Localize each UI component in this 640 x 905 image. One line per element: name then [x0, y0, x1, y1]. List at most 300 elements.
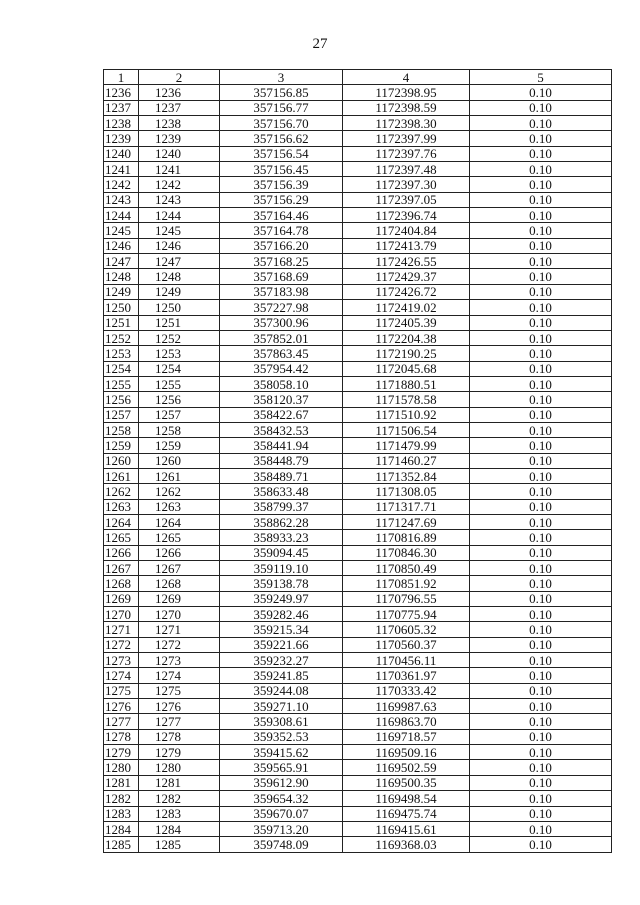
accuracy-value-cell: 0.10: [470, 361, 612, 376]
table-row: [104, 254, 612, 269]
table-row: [104, 438, 612, 453]
x-coordinate-cell: 359215.34: [220, 622, 343, 637]
table-row: [104, 453, 612, 468]
point-index-cell: 1240: [104, 146, 139, 161]
y-coordinate-cell: 1169415.61: [343, 821, 470, 836]
x-coordinate-cell: 358489.71: [220, 468, 343, 483]
table-row: [104, 85, 612, 100]
x-coordinate-cell: 359282.46: [220, 607, 343, 622]
point-number-cell: 1251: [139, 315, 220, 330]
table-row: [104, 284, 612, 299]
page-number: 27: [312, 36, 328, 52]
point-number-cell: 1285: [139, 837, 220, 852]
accuracy-value-cell: 0.10: [470, 438, 612, 453]
x-coordinate-cell: 359415.62: [220, 745, 343, 760]
accuracy-value-cell: 0.10: [470, 729, 612, 744]
point-index-cell: 1258: [104, 422, 139, 437]
point-index-cell: 1246: [104, 238, 139, 253]
y-coordinate-cell: 1171506.54: [343, 422, 470, 437]
point-index-cell: 1277: [104, 714, 139, 729]
accuracy-value-cell: 0.10: [470, 100, 612, 115]
y-coordinate-cell: 1172426.55: [343, 254, 470, 269]
accuracy-value-cell: 0.10: [470, 85, 612, 100]
accuracy-value-cell: 0.10: [470, 714, 612, 729]
accuracy-value-cell: 0.10: [470, 806, 612, 821]
x-coordinate-cell: 357156.54: [220, 146, 343, 161]
x-coordinate-cell: 358432.53: [220, 422, 343, 437]
table-row: [104, 392, 612, 407]
table-row: [104, 576, 612, 591]
y-coordinate-cell: 1170775.94: [343, 607, 470, 622]
coordinates-table: [103, 69, 612, 853]
y-coordinate-cell: 1171578.58: [343, 392, 470, 407]
point-index-cell: 1251: [104, 315, 139, 330]
accuracy-value-cell: 0.10: [470, 668, 612, 683]
point-number-cell: 1247: [139, 254, 220, 269]
point-index-cell: 1238: [104, 116, 139, 131]
point-number-cell: 1279: [139, 745, 220, 760]
point-number-cell: 1260: [139, 453, 220, 468]
point-number-cell: 1255: [139, 376, 220, 391]
table-row: [104, 116, 612, 131]
table-row: [104, 407, 612, 422]
x-coordinate-cell: 357852.01: [220, 330, 343, 345]
point-index-cell: 1237: [104, 100, 139, 115]
accuracy-value-cell: 0.10: [470, 192, 612, 207]
x-coordinate-cell: 358448.79: [220, 453, 343, 468]
point-number-cell: 1266: [139, 545, 220, 560]
accuracy-value-cell: 0.10: [470, 162, 612, 177]
x-coordinate-cell: 357164.46: [220, 208, 343, 223]
x-coordinate-cell: 359748.09: [220, 837, 343, 852]
point-number-cell: 1254: [139, 361, 220, 376]
y-coordinate-cell: 1172190.25: [343, 346, 470, 361]
point-index-cell: 1242: [104, 177, 139, 192]
point-number-cell: 1245: [139, 223, 220, 238]
column-header: 4: [343, 70, 470, 85]
point-index-cell: 1266: [104, 545, 139, 560]
accuracy-value-cell: 0.10: [470, 208, 612, 223]
x-coordinate-cell: 359612.90: [220, 775, 343, 790]
accuracy-value-cell: 0.10: [470, 376, 612, 391]
table-header-row: [104, 70, 612, 85]
accuracy-value-cell: 0.10: [470, 699, 612, 714]
table-row: [104, 714, 612, 729]
table-row: [104, 699, 612, 714]
x-coordinate-cell: 357156.70: [220, 116, 343, 131]
point-number-cell: 1257: [139, 407, 220, 422]
column-header: 5: [470, 70, 612, 85]
x-coordinate-cell: 359244.08: [220, 683, 343, 698]
accuracy-value-cell: 0.10: [470, 453, 612, 468]
table-row: [104, 745, 612, 760]
point-index-cell: 1254: [104, 361, 139, 376]
x-coordinate-cell: 359119.10: [220, 561, 343, 576]
point-number-cell: 1243: [139, 192, 220, 207]
point-number-cell: 1273: [139, 653, 220, 668]
y-coordinate-cell: 1172398.59: [343, 100, 470, 115]
accuracy-value-cell: 0.10: [470, 422, 612, 437]
table-row: [104, 653, 612, 668]
table-row: [104, 300, 612, 315]
x-coordinate-cell: 359654.32: [220, 791, 343, 806]
table-row: [104, 361, 612, 376]
x-coordinate-cell: 359138.78: [220, 576, 343, 591]
point-index-cell: 1285: [104, 837, 139, 852]
table-row: [104, 729, 612, 744]
y-coordinate-cell: 1169498.54: [343, 791, 470, 806]
point-number-cell: 1265: [139, 530, 220, 545]
table-row: [104, 100, 612, 115]
y-coordinate-cell: 1172398.95: [343, 85, 470, 100]
point-index-cell: 1267: [104, 561, 139, 576]
column-header: 1: [104, 70, 139, 85]
y-coordinate-cell: 1170796.55: [343, 591, 470, 606]
x-coordinate-cell: 357156.62: [220, 131, 343, 146]
y-coordinate-cell: 1169718.57: [343, 729, 470, 744]
accuracy-value-cell: 0.10: [470, 116, 612, 131]
y-coordinate-cell: 1170333.42: [343, 683, 470, 698]
table-row: [104, 683, 612, 698]
x-coordinate-cell: 357156.77: [220, 100, 343, 115]
x-coordinate-cell: 357227.98: [220, 300, 343, 315]
point-index-cell: 1244: [104, 208, 139, 223]
table-row: [104, 806, 612, 821]
x-coordinate-cell: 358862.28: [220, 514, 343, 529]
x-coordinate-cell: 357156.29: [220, 192, 343, 207]
point-number-cell: 1269: [139, 591, 220, 606]
y-coordinate-cell: 1172413.79: [343, 238, 470, 253]
point-index-cell: 1278: [104, 729, 139, 744]
x-coordinate-cell: 358799.37: [220, 499, 343, 514]
point-index-cell: 1282: [104, 791, 139, 806]
x-coordinate-cell: 358120.37: [220, 392, 343, 407]
table-row: [104, 530, 612, 545]
x-coordinate-cell: 358058.10: [220, 376, 343, 391]
point-number-cell: 1246: [139, 238, 220, 253]
accuracy-value-cell: 0.10: [470, 484, 612, 499]
point-number-cell: 1272: [139, 637, 220, 652]
table-row: [104, 561, 612, 576]
point-number-cell: 1276: [139, 699, 220, 714]
table-row: [104, 223, 612, 238]
accuracy-value-cell: 0.10: [470, 330, 612, 345]
accuracy-value-cell: 0.10: [470, 775, 612, 790]
y-coordinate-cell: 1170361.97: [343, 668, 470, 683]
y-coordinate-cell: 1171352.84: [343, 468, 470, 483]
point-index-cell: 1245: [104, 223, 139, 238]
accuracy-value-cell: 0.10: [470, 300, 612, 315]
accuracy-value-cell: 0.10: [470, 146, 612, 161]
y-coordinate-cell: 1170560.37: [343, 637, 470, 652]
table-row: [104, 791, 612, 806]
x-coordinate-cell: 358422.67: [220, 407, 343, 422]
point-number-cell: 1237: [139, 100, 220, 115]
point-index-cell: 1250: [104, 300, 139, 315]
x-coordinate-cell: 359241.85: [220, 668, 343, 683]
point-index-cell: 1252: [104, 330, 139, 345]
accuracy-value-cell: 0.10: [470, 545, 612, 560]
point-index-cell: 1264: [104, 514, 139, 529]
accuracy-value-cell: 0.10: [470, 837, 612, 852]
point-number-cell: 1238: [139, 116, 220, 131]
accuracy-value-cell: 0.10: [470, 177, 612, 192]
point-number-cell: 1248: [139, 269, 220, 284]
y-coordinate-cell: 1172419.02: [343, 300, 470, 315]
point-index-cell: 1247: [104, 254, 139, 269]
y-coordinate-cell: 1172397.05: [343, 192, 470, 207]
x-coordinate-cell: 357156.45: [220, 162, 343, 177]
point-number-cell: 1264: [139, 514, 220, 529]
column-header: 3: [220, 70, 343, 85]
point-number-cell: 1256: [139, 392, 220, 407]
point-index-cell: 1275: [104, 683, 139, 698]
x-coordinate-cell: 357168.69: [220, 269, 343, 284]
y-coordinate-cell: 1170851.92: [343, 576, 470, 591]
x-coordinate-cell: 359713.20: [220, 821, 343, 836]
point-number-cell: 1270: [139, 607, 220, 622]
accuracy-value-cell: 0.10: [470, 284, 612, 299]
point-number-cell: 1253: [139, 346, 220, 361]
point-number-cell: 1239: [139, 131, 220, 146]
x-coordinate-cell: 357863.45: [220, 346, 343, 361]
point-number-cell: 1271: [139, 622, 220, 637]
table-row: [104, 837, 612, 852]
point-index-cell: 1263: [104, 499, 139, 514]
y-coordinate-cell: 1169475.74: [343, 806, 470, 821]
point-number-cell: 1261: [139, 468, 220, 483]
point-number-cell: 1262: [139, 484, 220, 499]
point-index-cell: 1284: [104, 821, 139, 836]
x-coordinate-cell: 357166.20: [220, 238, 343, 253]
y-coordinate-cell: 1170850.49: [343, 561, 470, 576]
y-coordinate-cell: 1169987.63: [343, 699, 470, 714]
point-index-cell: 1239: [104, 131, 139, 146]
point-index-cell: 1273: [104, 653, 139, 668]
x-coordinate-cell: 359094.45: [220, 545, 343, 560]
y-coordinate-cell: 1172045.68: [343, 361, 470, 376]
point-number-cell: 1268: [139, 576, 220, 591]
accuracy-value-cell: 0.10: [470, 315, 612, 330]
y-coordinate-cell: 1172397.76: [343, 146, 470, 161]
y-coordinate-cell: 1172204.38: [343, 330, 470, 345]
y-coordinate-cell: 1169502.59: [343, 760, 470, 775]
table-row: [104, 376, 612, 391]
table-row: [104, 192, 612, 207]
accuracy-value-cell: 0.10: [470, 591, 612, 606]
point-number-cell: 1259: [139, 438, 220, 453]
x-coordinate-cell: 359565.91: [220, 760, 343, 775]
point-number-cell: 1280: [139, 760, 220, 775]
accuracy-value-cell: 0.10: [470, 254, 612, 269]
table-row: [104, 208, 612, 223]
table-row: [104, 177, 612, 192]
y-coordinate-cell: 1172426.72: [343, 284, 470, 299]
table-row: [104, 346, 612, 361]
table-row: [104, 775, 612, 790]
point-number-cell: 1241: [139, 162, 220, 177]
x-coordinate-cell: 357164.78: [220, 223, 343, 238]
point-index-cell: 1279: [104, 745, 139, 760]
accuracy-value-cell: 0.10: [470, 468, 612, 483]
y-coordinate-cell: 1169368.03: [343, 837, 470, 852]
point-index-cell: 1262: [104, 484, 139, 499]
y-coordinate-cell: 1172397.30: [343, 177, 470, 192]
point-index-cell: 1257: [104, 407, 139, 422]
accuracy-value-cell: 0.10: [470, 821, 612, 836]
point-number-cell: 1236: [139, 85, 220, 100]
table-row: [104, 545, 612, 560]
x-coordinate-cell: 359249.97: [220, 591, 343, 606]
table-row: [104, 330, 612, 345]
y-coordinate-cell: 1172397.48: [343, 162, 470, 177]
point-index-cell: 1236: [104, 85, 139, 100]
point-index-cell: 1274: [104, 668, 139, 683]
accuracy-value-cell: 0.10: [470, 683, 612, 698]
accuracy-value-cell: 0.10: [470, 131, 612, 146]
table-row: [104, 468, 612, 483]
point-index-cell: 1271: [104, 622, 139, 637]
point-index-cell: 1261: [104, 468, 139, 483]
table-row: [104, 591, 612, 606]
accuracy-value-cell: 0.10: [470, 561, 612, 576]
table-row: [104, 131, 612, 146]
x-coordinate-cell: 357300.96: [220, 315, 343, 330]
y-coordinate-cell: 1170846.30: [343, 545, 470, 560]
y-coordinate-cell: 1172404.84: [343, 223, 470, 238]
y-coordinate-cell: 1170456.11: [343, 653, 470, 668]
table-row: [104, 637, 612, 652]
accuracy-value-cell: 0.10: [470, 407, 612, 422]
y-coordinate-cell: 1169509.16: [343, 745, 470, 760]
point-number-cell: 1283: [139, 806, 220, 821]
accuracy-value-cell: 0.10: [470, 622, 612, 637]
x-coordinate-cell: 358441.94: [220, 438, 343, 453]
x-coordinate-cell: 358633.48: [220, 484, 343, 499]
point-number-cell: 1267: [139, 561, 220, 576]
point-index-cell: 1283: [104, 806, 139, 821]
table-row: [104, 238, 612, 253]
y-coordinate-cell: 1169863.70: [343, 714, 470, 729]
accuracy-value-cell: 0.10: [470, 530, 612, 545]
y-coordinate-cell: 1172397.99: [343, 131, 470, 146]
point-index-cell: 1280: [104, 760, 139, 775]
y-coordinate-cell: 1171308.05: [343, 484, 470, 499]
point-number-cell: 1258: [139, 422, 220, 437]
y-coordinate-cell: 1171247.69: [343, 514, 470, 529]
y-coordinate-cell: 1171479.99: [343, 438, 470, 453]
point-index-cell: 1269: [104, 591, 139, 606]
table-row: [104, 514, 612, 529]
table-row: [104, 162, 612, 177]
point-number-cell: 1278: [139, 729, 220, 744]
point-number-cell: 1284: [139, 821, 220, 836]
point-index-cell: 1260: [104, 453, 139, 468]
column-header: 2: [139, 70, 220, 85]
point-number-cell: 1240: [139, 146, 220, 161]
point-index-cell: 1255: [104, 376, 139, 391]
table-row: [104, 760, 612, 775]
point-number-cell: 1250: [139, 300, 220, 315]
point-number-cell: 1249: [139, 284, 220, 299]
y-coordinate-cell: 1169500.35: [343, 775, 470, 790]
point-number-cell: 1252: [139, 330, 220, 345]
y-coordinate-cell: 1172396.74: [343, 208, 470, 223]
y-coordinate-cell: 1171460.27: [343, 453, 470, 468]
point-index-cell: 1249: [104, 284, 139, 299]
point-index-cell: 1276: [104, 699, 139, 714]
accuracy-value-cell: 0.10: [470, 392, 612, 407]
x-coordinate-cell: 357156.39: [220, 177, 343, 192]
table-row: [104, 622, 612, 637]
y-coordinate-cell: 1170816.89: [343, 530, 470, 545]
point-index-cell: 1256: [104, 392, 139, 407]
point-index-cell: 1270: [104, 607, 139, 622]
x-coordinate-cell: 358933.23: [220, 530, 343, 545]
point-number-cell: 1274: [139, 668, 220, 683]
point-number-cell: 1244: [139, 208, 220, 223]
table-row: [104, 607, 612, 622]
y-coordinate-cell: 1172405.39: [343, 315, 470, 330]
accuracy-value-cell: 0.10: [470, 576, 612, 591]
point-index-cell: 1265: [104, 530, 139, 545]
point-index-cell: 1281: [104, 775, 139, 790]
table-row: [104, 422, 612, 437]
table-row: [104, 821, 612, 836]
point-index-cell: 1259: [104, 438, 139, 453]
y-coordinate-cell: 1172429.37: [343, 269, 470, 284]
table-row: [104, 146, 612, 161]
table-row: [104, 499, 612, 514]
x-coordinate-cell: 357954.42: [220, 361, 343, 376]
y-coordinate-cell: 1170605.32: [343, 622, 470, 637]
y-coordinate-cell: 1171880.51: [343, 376, 470, 391]
accuracy-value-cell: 0.10: [470, 760, 612, 775]
y-coordinate-cell: 1172398.30: [343, 116, 470, 131]
point-number-cell: 1277: [139, 714, 220, 729]
table-row: [104, 269, 612, 284]
x-coordinate-cell: 359308.61: [220, 714, 343, 729]
point-index-cell: 1253: [104, 346, 139, 361]
point-index-cell: 1248: [104, 269, 139, 284]
accuracy-value-cell: 0.10: [470, 269, 612, 284]
table-row: [104, 315, 612, 330]
x-coordinate-cell: 359221.66: [220, 637, 343, 652]
point-number-cell: 1242: [139, 177, 220, 192]
accuracy-value-cell: 0.10: [470, 499, 612, 514]
point-number-cell: 1263: [139, 499, 220, 514]
x-coordinate-cell: 359271.10: [220, 699, 343, 714]
table-row: [104, 668, 612, 683]
x-coordinate-cell: 357183.98: [220, 284, 343, 299]
point-index-cell: 1241: [104, 162, 139, 177]
accuracy-value-cell: 0.10: [470, 637, 612, 652]
accuracy-value-cell: 0.10: [470, 607, 612, 622]
point-index-cell: 1268: [104, 576, 139, 591]
y-coordinate-cell: 1171510.92: [343, 407, 470, 422]
accuracy-value-cell: 0.10: [470, 223, 612, 238]
point-number-cell: 1281: [139, 775, 220, 790]
point-number-cell: 1282: [139, 791, 220, 806]
x-coordinate-cell: 359232.27: [220, 653, 343, 668]
accuracy-value-cell: 0.10: [470, 745, 612, 760]
table-row: [104, 484, 612, 499]
point-index-cell: 1243: [104, 192, 139, 207]
accuracy-value-cell: 0.10: [470, 791, 612, 806]
x-coordinate-cell: 357156.85: [220, 85, 343, 100]
accuracy-value-cell: 0.10: [470, 238, 612, 253]
accuracy-value-cell: 0.10: [470, 653, 612, 668]
